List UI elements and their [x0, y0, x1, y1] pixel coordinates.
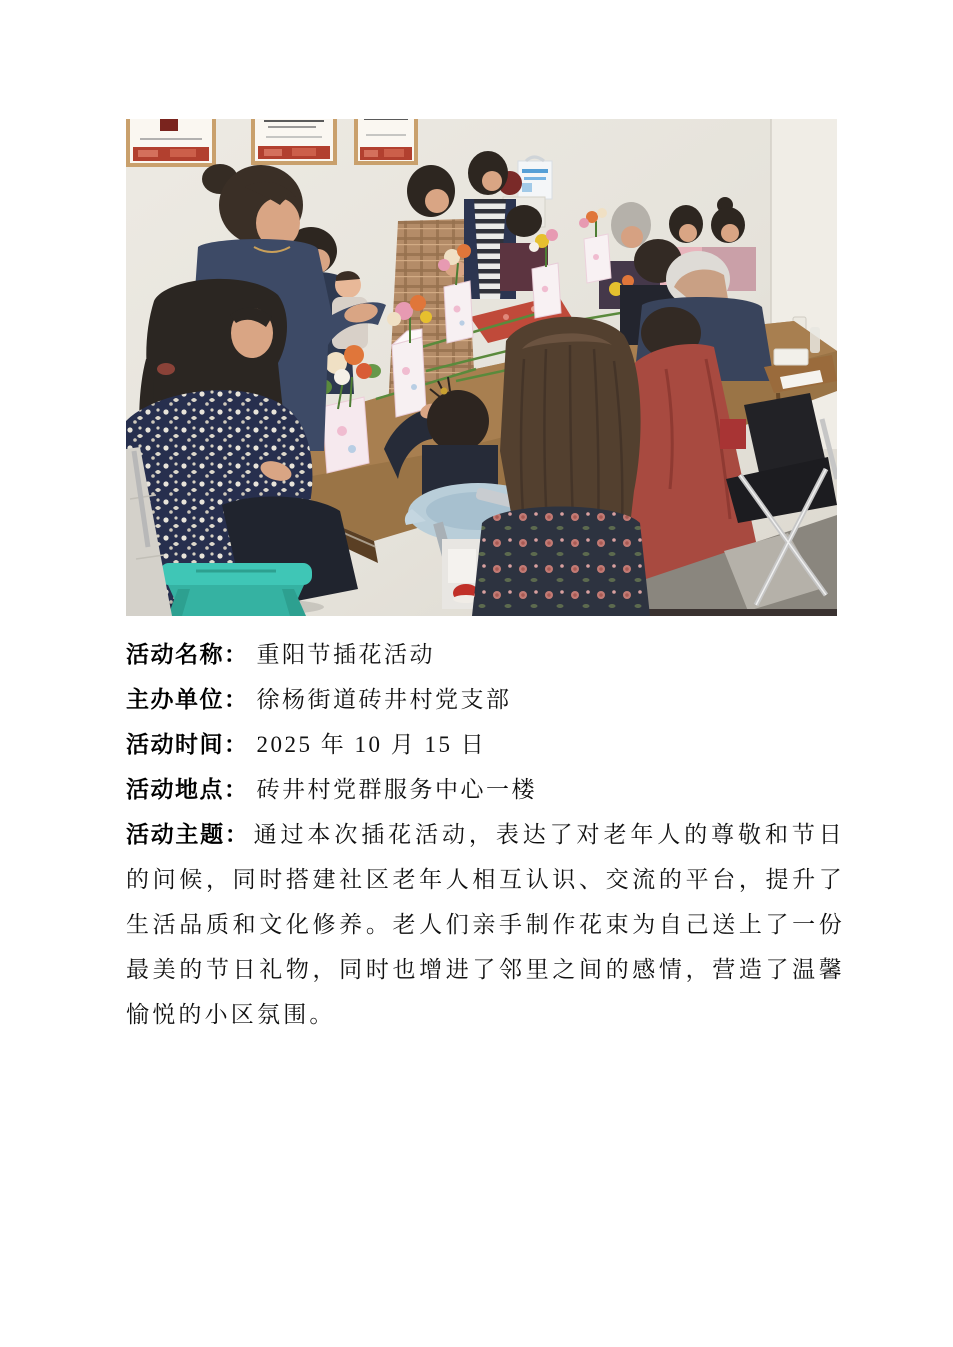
field-activity-theme: [126, 812, 845, 1037]
theme-text: 通过本次插花活动，表达了对老年人的尊敬和节日的问候，同时搭建社区老年人相互认识、交流的平台，提升了生活品质和文化修养。老人们亲手制作花束为自己送上了一份最美的节日礼物，同时也增进了邻里之间的感情，营造了温馨愉悦的小区氛围。: [126, 822, 845, 1027]
frame-1: [126, 119, 216, 167]
plastic-bag: [518, 157, 552, 199]
field-label: 活动地点：: [126, 776, 249, 802]
field-activity-place: [126, 767, 845, 812]
photo-frames: [126, 119, 418, 167]
field-label: 主办单位：: [126, 686, 249, 712]
field-organizer: [126, 677, 845, 722]
field-value: 2025 年 10 月 15 日: [256, 732, 487, 757]
frame-3: [354, 119, 418, 165]
activity-photo: [126, 119, 837, 616]
field-label: 活动名称：: [126, 641, 249, 667]
teal-stool: [152, 563, 324, 616]
field-value: 徐杨街道砖井村党支部: [256, 687, 512, 712]
field-activity-time: [126, 722, 845, 767]
gift-box-vase: [584, 234, 611, 283]
report-fields: [126, 632, 845, 1037]
field-value: 砖井村党群服务中心一楼: [256, 777, 537, 802]
gift-box-vase: [444, 281, 473, 343]
field-value: 重阳节插花活动: [256, 642, 435, 667]
gift-box-vase: [532, 263, 561, 318]
field-label: 活动时间：: [126, 731, 249, 757]
field-activity-name: [126, 632, 845, 677]
field-label: 活动主题：: [126, 821, 250, 847]
frame-2: [251, 119, 337, 165]
gift-box-vase: [322, 397, 369, 473]
